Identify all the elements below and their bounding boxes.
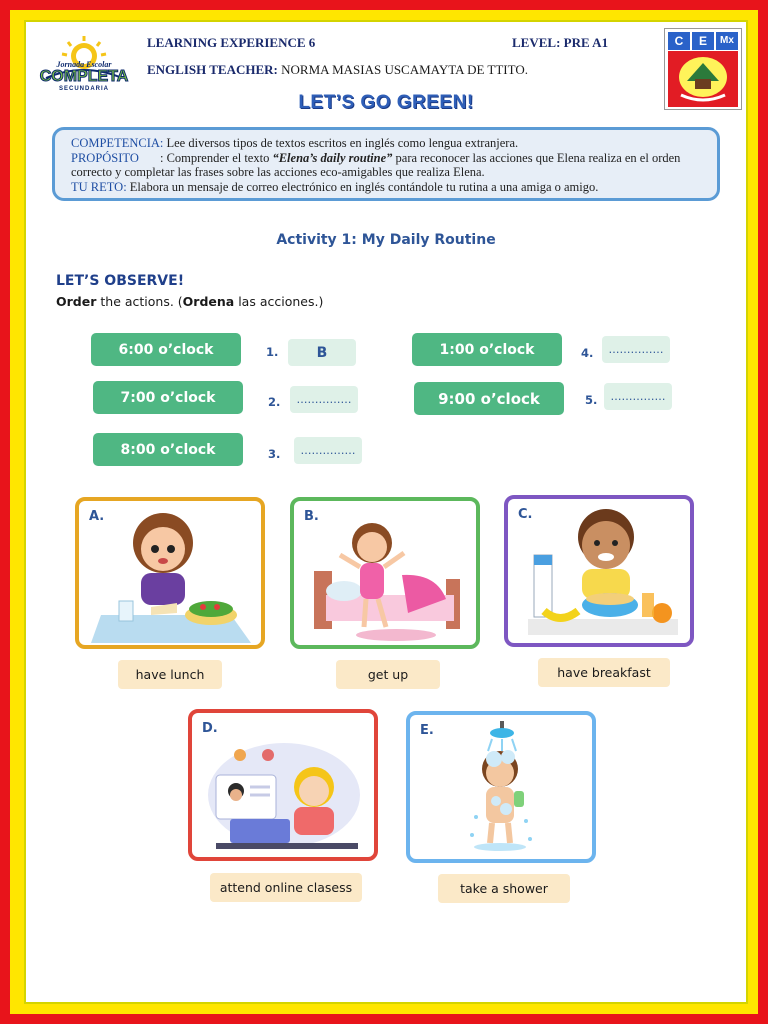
observe-heading: LET’S OBSERVE! <box>56 273 185 289</box>
proposito-text-1: : Comprender el texto <box>159 150 270 165</box>
time-pill-3: 8:00 o’clock <box>93 433 243 466</box>
info-box <box>52 127 720 201</box>
instruction-text <box>56 294 323 309</box>
proposito-line-2: correcto y completar las frases sobre las acciones eco-amigables que realiza Elena. <box>71 165 485 179</box>
card-e-take-shower <box>406 711 596 863</box>
logo-left-top-text: Jornada Escolar <box>56 60 112 69</box>
proposito-italic: “Elena’s daily routine” <box>272 150 393 165</box>
card-c-have-breakfast <box>504 495 694 647</box>
card-d-online-classes <box>188 709 378 861</box>
caption-take-shower: take a shower <box>438 874 570 903</box>
time-pill-1: 6:00 o’clock <box>91 333 241 366</box>
proposito-line <box>71 151 703 166</box>
logo-letter-c: C <box>668 32 690 50</box>
teacher-line <box>147 62 528 78</box>
girl-online-class-icon <box>194 715 374 855</box>
answer-box-2[interactable]: …………… <box>290 386 358 413</box>
answer-box-5[interactable]: …………… <box>604 383 672 410</box>
answer-box-3[interactable]: …………… <box>294 437 362 464</box>
boy-breakfast-icon <box>510 501 690 641</box>
instruction-bold-1: Order <box>56 294 97 309</box>
proposito-label: PROPÓSITO <box>71 150 139 165</box>
worksheet-page <box>24 20 748 1004</box>
girl-eating-lunch-icon <box>81 503 261 643</box>
teacher-name: NORMA MASIAS USCAMAYTA DE TTITO. <box>281 62 528 77</box>
card-d-letter: D. <box>202 721 218 736</box>
logo-letter-mx: Mx <box>716 32 738 50</box>
order-number-5: 5. <box>585 393 598 407</box>
girl-waking-up-icon <box>296 503 476 643</box>
card-e-letter: E. <box>420 723 434 738</box>
competencia-line <box>71 136 703 151</box>
caption-have-breakfast: have breakfast <box>538 658 670 687</box>
school-logo-left <box>34 34 134 96</box>
order-number-1: 1. <box>266 345 279 359</box>
instruction-bold-2: Ordena <box>182 294 235 309</box>
answer-box-1[interactable]: B <box>288 339 356 366</box>
logo-left-sub-text: SECUNDARIA <box>58 86 109 92</box>
proposito-text-2: para reconocer las acciones que Elena realiza en el orden <box>395 150 681 165</box>
instruction-text-2: las acciones.) <box>234 294 324 309</box>
caption-online-classes: attend online clasess <box>210 873 362 902</box>
time-pill-5: 9:00 o’clock <box>414 382 564 415</box>
logo-right-letters <box>668 32 738 50</box>
reto-label: TU RETO: <box>71 179 127 194</box>
page-title: LET’S GO GREEN! <box>298 92 474 113</box>
card-a-letter: A. <box>89 509 105 524</box>
answer-box-4[interactable]: …………… <box>602 336 670 363</box>
reto-text: Elabora un mensaje de correo electrónico en inglés contándole tu rutina a una amiga o amigo. <box>129 179 599 194</box>
instruction-text-1: the actions. ( <box>96 294 183 309</box>
activity-title: Activity 1: My Daily Routine <box>276 232 496 248</box>
teacher-label: ENGLISH TEACHER: <box>147 62 278 77</box>
card-a-have-lunch <box>75 497 265 649</box>
level-label: LEVEL: PRE A1 <box>512 35 609 50</box>
competencia-label: COMPETENCIA: <box>71 136 164 150</box>
card-c-letter: C. <box>518 507 533 522</box>
logo-left-main-text: COMPLETA <box>39 68 129 85</box>
card-b-get-up <box>290 497 480 649</box>
time-pill-4: 1:00 o’clock <box>412 333 562 366</box>
card-b-letter: B. <box>304 509 319 524</box>
reto-line <box>71 180 703 195</box>
order-number-2: 2. <box>268 395 281 409</box>
boy-shower-icon <box>412 717 592 857</box>
caption-get-up: get up <box>336 660 440 689</box>
order-number-3: 3. <box>268 447 281 461</box>
caption-have-lunch: have lunch <box>118 660 222 689</box>
learning-experience-label: LEARNING EXPERIENCE 6 <box>147 35 316 50</box>
order-number-4: 4. <box>581 346 594 360</box>
logo-letter-e: E <box>692 32 714 50</box>
competencia-text: Lee diversos tipos de textos escritos en inglés como lengua extranjera. <box>166 136 519 150</box>
time-pill-2: 7:00 o’clock <box>93 381 243 414</box>
